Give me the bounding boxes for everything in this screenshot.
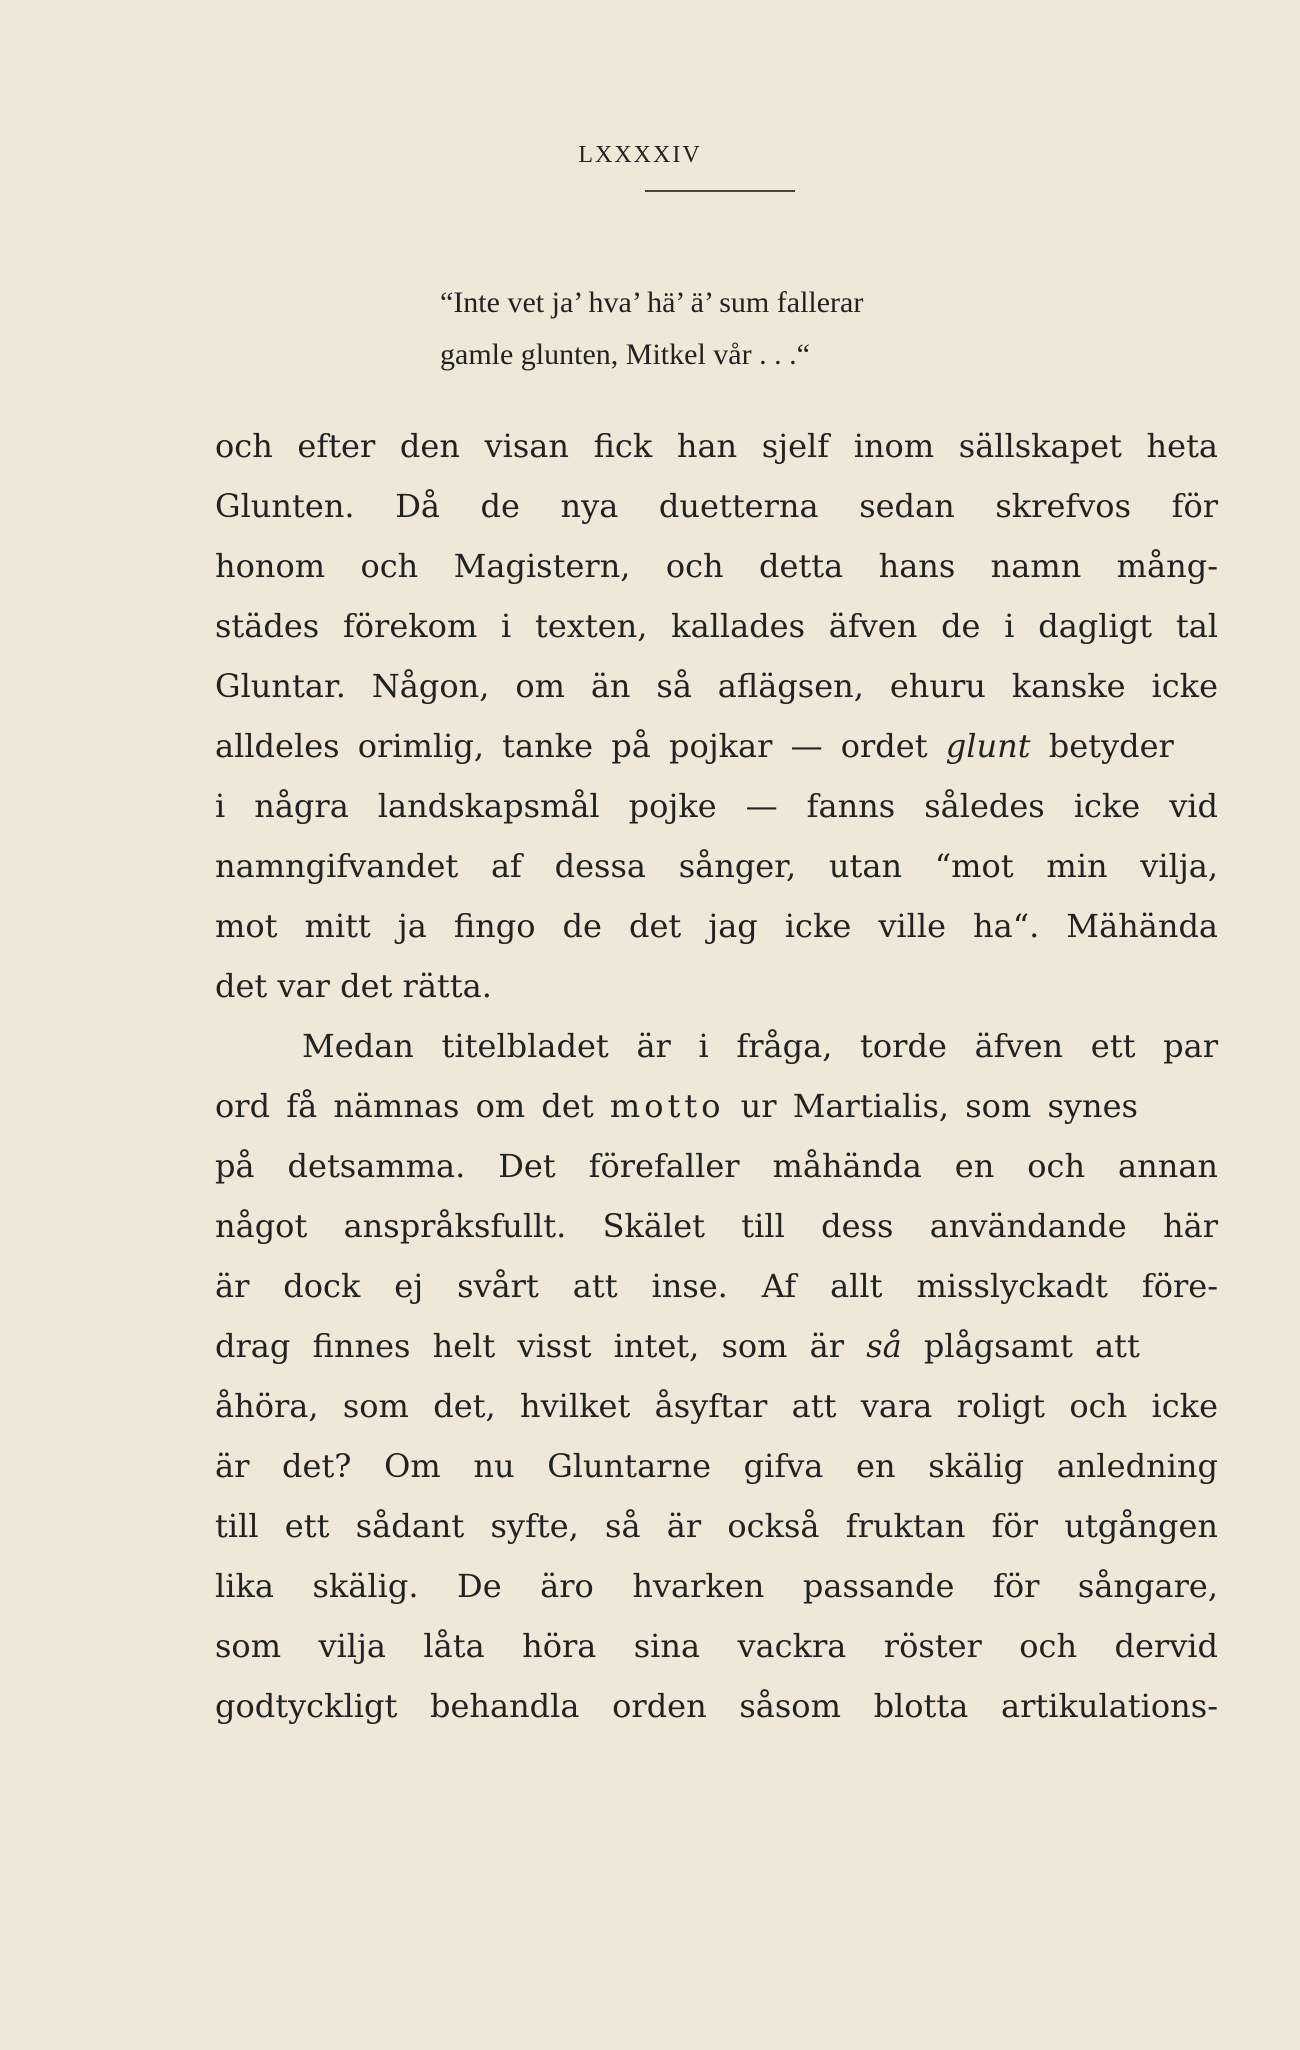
paragraph-line: och efter den visan fick han sjelf inom sällskapet heta xyxy=(215,427,1218,465)
paragraph-line: Gluntar. Någon, om än så aflägsen, ehuru kanske icke xyxy=(215,667,1218,705)
paragraph-line xyxy=(215,1326,1218,1366)
paragraph-line: är det? Om nu Gluntarne gifva en skälig anledning xyxy=(215,1447,1218,1485)
text-segment: betyder xyxy=(1030,727,1174,765)
paragraph-line xyxy=(215,726,1218,766)
text-segment: ur Martialis, som synes xyxy=(724,1087,1138,1125)
paragraph-line xyxy=(215,1086,1218,1126)
paragraph-line: åhöra, som det, hvilket åsyftar att vara roligt och icke xyxy=(215,1387,1218,1425)
paragraph-line: namngifvandet af dessa sånger, utan “mot min vilja, xyxy=(215,847,1218,885)
paragraph-line: till ett sådant syfte, så är också fruktan för utgången xyxy=(215,1507,1218,1545)
paragraph-line: mot mitt ja fingo de det jag icke ville ha“. Mähända xyxy=(215,907,1218,945)
header-rule xyxy=(645,190,795,192)
paragraph-line: det var det rätta. xyxy=(215,967,492,1005)
text-segment: drag finnes helt visst intet, som är xyxy=(215,1327,867,1365)
text-segment: alldeles orimlig, tanke på pojkar — ordet xyxy=(215,727,946,765)
text-segment: plågsamt att xyxy=(901,1327,1140,1365)
spaced-word: motto xyxy=(609,1087,725,1125)
paragraph-line: honom och Magistern, och detta hans namn mång- xyxy=(215,547,1218,585)
paragraph-line: på detsamma. Det förefaller måhända en och annan xyxy=(215,1147,1218,1185)
paragraph-line: som vilja låta höra sina vackra röster och dervid xyxy=(215,1627,1218,1665)
paragraph-line: städes förekom i texten, kallades äfven de i dagligt tal xyxy=(215,607,1218,645)
paragraph-line: Glunten. Då de nya duetterna sedan skrefvos för xyxy=(215,487,1218,525)
paragraph-line: godtyckligt behandla orden såsom blotta artikulations- xyxy=(215,1687,1218,1725)
italic-word: glunt xyxy=(945,727,1031,765)
quote-line-1: “Inte vet ja’ hva’ hä’ ä’ sum fallerar xyxy=(440,286,864,319)
paragraph-line: är dock ej svårt att inse. Af allt misslyckadt före- xyxy=(215,1267,1218,1305)
quote-line-2: gamle glunten, Mitkel vår . . .“ xyxy=(440,338,810,371)
text-segment: ord få nämnas om det xyxy=(215,1087,610,1125)
paragraph-line: något anspråksfullt. Skälet till dess användande här xyxy=(215,1207,1218,1245)
paragraph-line: lika skälig. De äro hvarken passande för sångare, xyxy=(215,1567,1218,1605)
paragraph-line: Medan titelbladet är i fråga, torde äfven ett par xyxy=(302,1027,1218,1065)
page-number: LXXXXIV xyxy=(578,142,702,168)
italic-word: så xyxy=(866,1327,902,1365)
paragraph-line: i några landskapsmål pojke — fanns således icke vid xyxy=(215,787,1218,825)
